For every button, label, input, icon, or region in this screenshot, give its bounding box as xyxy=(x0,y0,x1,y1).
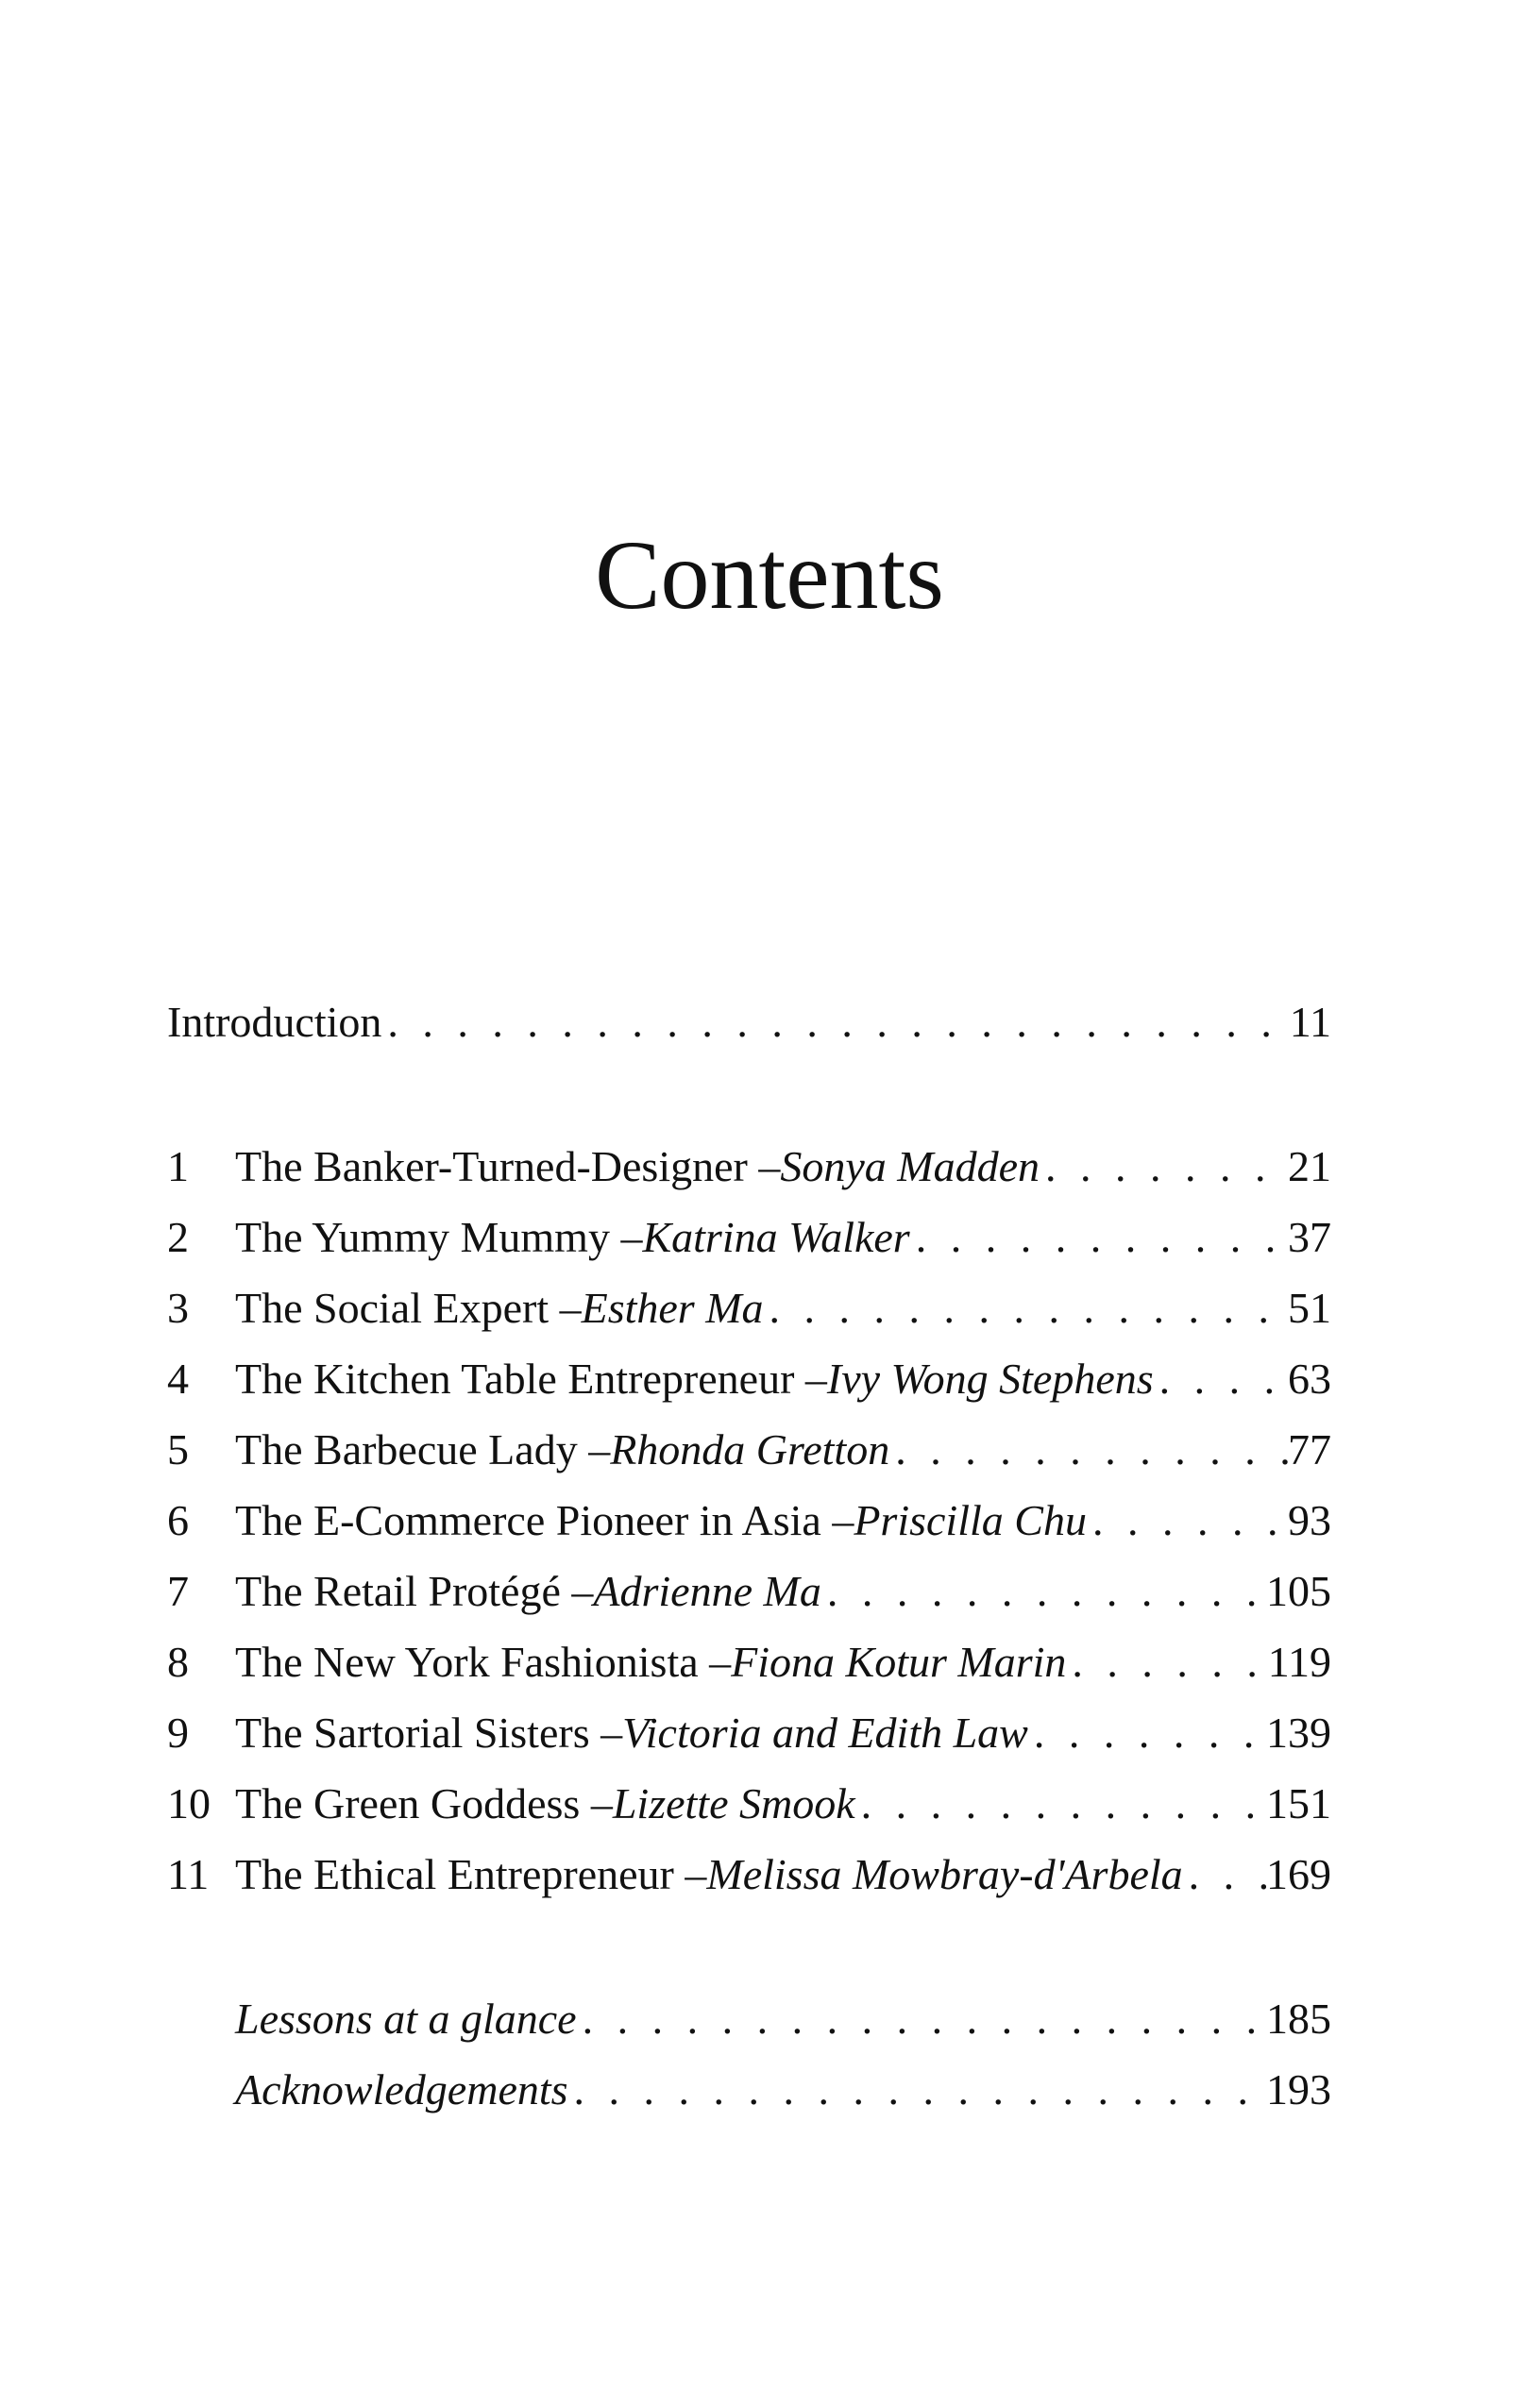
toc-entry-label: Acknowledgements xyxy=(235,2065,568,2113)
chapter-author: Victoria and Edith Law xyxy=(622,1709,1028,1757)
dot-leader xyxy=(821,1558,1266,1625)
toc-entry-chapter-2[interactable] xyxy=(167,1204,1331,1271)
dot-leader xyxy=(381,989,1289,1055)
chapter-title: The New York Fashionista – xyxy=(235,1638,732,1686)
chapter-number: 2 xyxy=(167,1213,189,1261)
chapter-title: The Green Goddess – xyxy=(235,1779,613,1827)
chapter-title: The Kitchen Table Entrepreneur – xyxy=(235,1355,827,1403)
dot-leader xyxy=(577,1986,1266,2052)
toc-entry-chapter-1[interactable] xyxy=(167,1134,1331,1200)
toc-entry-chapter-7[interactable] xyxy=(167,1558,1331,1625)
dot-leader xyxy=(910,1204,1288,1271)
toc-entry-introduction[interactable] xyxy=(167,989,1331,1055)
chapter-number: 10 xyxy=(167,1779,211,1827)
toc-page-number: 119 xyxy=(1267,1638,1331,1686)
chapter-author: Melissa Mowbray-d'Arbela xyxy=(706,1850,1183,1898)
toc-entry-chapter-3[interactable] xyxy=(167,1275,1331,1341)
chapter-number: 6 xyxy=(167,1496,189,1544)
chapter-author: Rhonda Gretton xyxy=(610,1425,890,1473)
toc-entry-acknowledgements[interactable] xyxy=(167,2057,1331,2123)
chapter-title: The Yummy Mummy – xyxy=(235,1213,643,1261)
toc-entry-chapter-9[interactable] xyxy=(167,1700,1331,1766)
toc-entry-chapter-8[interactable] xyxy=(167,1629,1331,1695)
toc-page-number: 193 xyxy=(1266,2065,1331,2113)
dot-leader xyxy=(1028,1700,1266,1766)
chapter-title: The Social Expert – xyxy=(235,1284,582,1332)
chapter-author: Sonya Madden xyxy=(780,1142,1040,1190)
toc-entry-lessons[interactable] xyxy=(167,1986,1331,2052)
toc-page-number: 37 xyxy=(1288,1213,1331,1261)
toc-page-number: 63 xyxy=(1288,1355,1331,1403)
toc-entry-chapter-10[interactable] xyxy=(167,1771,1331,1837)
toc-page-number: 51 xyxy=(1288,1284,1331,1332)
dot-leader xyxy=(889,1417,1288,1483)
toc-entry-chapter-11[interactable] xyxy=(167,1842,1331,1908)
dot-leader xyxy=(1183,1842,1266,1908)
chapter-title: The E-Commerce Pioneer in Asia – xyxy=(235,1496,854,1544)
chapter-title: The Banker-Turned-Designer – xyxy=(235,1142,781,1190)
toc-page-number: 185 xyxy=(1266,1995,1331,2043)
chapter-author: Ivy Wong Stephens xyxy=(826,1355,1154,1403)
toc-page-number: 21 xyxy=(1288,1142,1331,1190)
dot-leader xyxy=(568,2057,1266,2123)
dot-leader xyxy=(1066,1629,1267,1695)
chapter-author: Priscilla Chu xyxy=(854,1496,1087,1544)
chapter-number: 5 xyxy=(167,1425,189,1473)
chapter-number: 1 xyxy=(167,1142,189,1190)
dot-leader xyxy=(855,1771,1266,1837)
chapter-title: The Ethical Entrepreneur – xyxy=(235,1850,707,1898)
chapter-author: Lizette Smook xyxy=(612,1779,855,1827)
toc-page-number: 105 xyxy=(1266,1567,1331,1615)
chapter-author: Adrienne Ma xyxy=(593,1567,821,1615)
chapter-number: 11 xyxy=(167,1850,210,1898)
toc-page-number: 151 xyxy=(1266,1779,1331,1827)
dot-leader xyxy=(1154,1346,1288,1412)
dot-leader xyxy=(1087,1488,1288,1554)
page-title: Contents xyxy=(595,521,944,630)
chapter-title: The Retail Protégé – xyxy=(235,1567,594,1615)
toc-page-number: 93 xyxy=(1288,1496,1331,1544)
toc-entry-chapter-4[interactable] xyxy=(167,1346,1331,1412)
dot-leader xyxy=(764,1275,1288,1341)
chapter-title: The Barbecue Lady – xyxy=(235,1425,611,1473)
chapter-number: 4 xyxy=(167,1355,189,1403)
chapter-number: 8 xyxy=(167,1638,189,1686)
toc-page-number: 139 xyxy=(1266,1709,1331,1757)
chapter-number: 7 xyxy=(167,1567,189,1615)
toc-page-number: 11 xyxy=(1289,998,1331,1046)
toc-entry-chapter-5[interactable] xyxy=(167,1417,1331,1483)
chapter-author: Katrina Walker xyxy=(642,1213,910,1261)
toc-entry-label: Lessons at a glance xyxy=(235,1995,577,2043)
toc-entry-label: Introduction xyxy=(167,998,382,1046)
chapter-title: The Sartorial Sisters – xyxy=(235,1709,623,1757)
toc-page-number: 169 xyxy=(1266,1850,1331,1898)
toc-page-number: 77 xyxy=(1288,1425,1331,1473)
chapter-author: Esther Ma xyxy=(581,1284,764,1332)
chapter-number: 9 xyxy=(167,1709,189,1757)
chapter-author: Fiona Kotur Marin xyxy=(731,1638,1067,1686)
chapter-number: 3 xyxy=(167,1284,189,1332)
toc-entry-chapter-6[interactable] xyxy=(167,1488,1331,1554)
dot-leader xyxy=(1040,1134,1288,1200)
